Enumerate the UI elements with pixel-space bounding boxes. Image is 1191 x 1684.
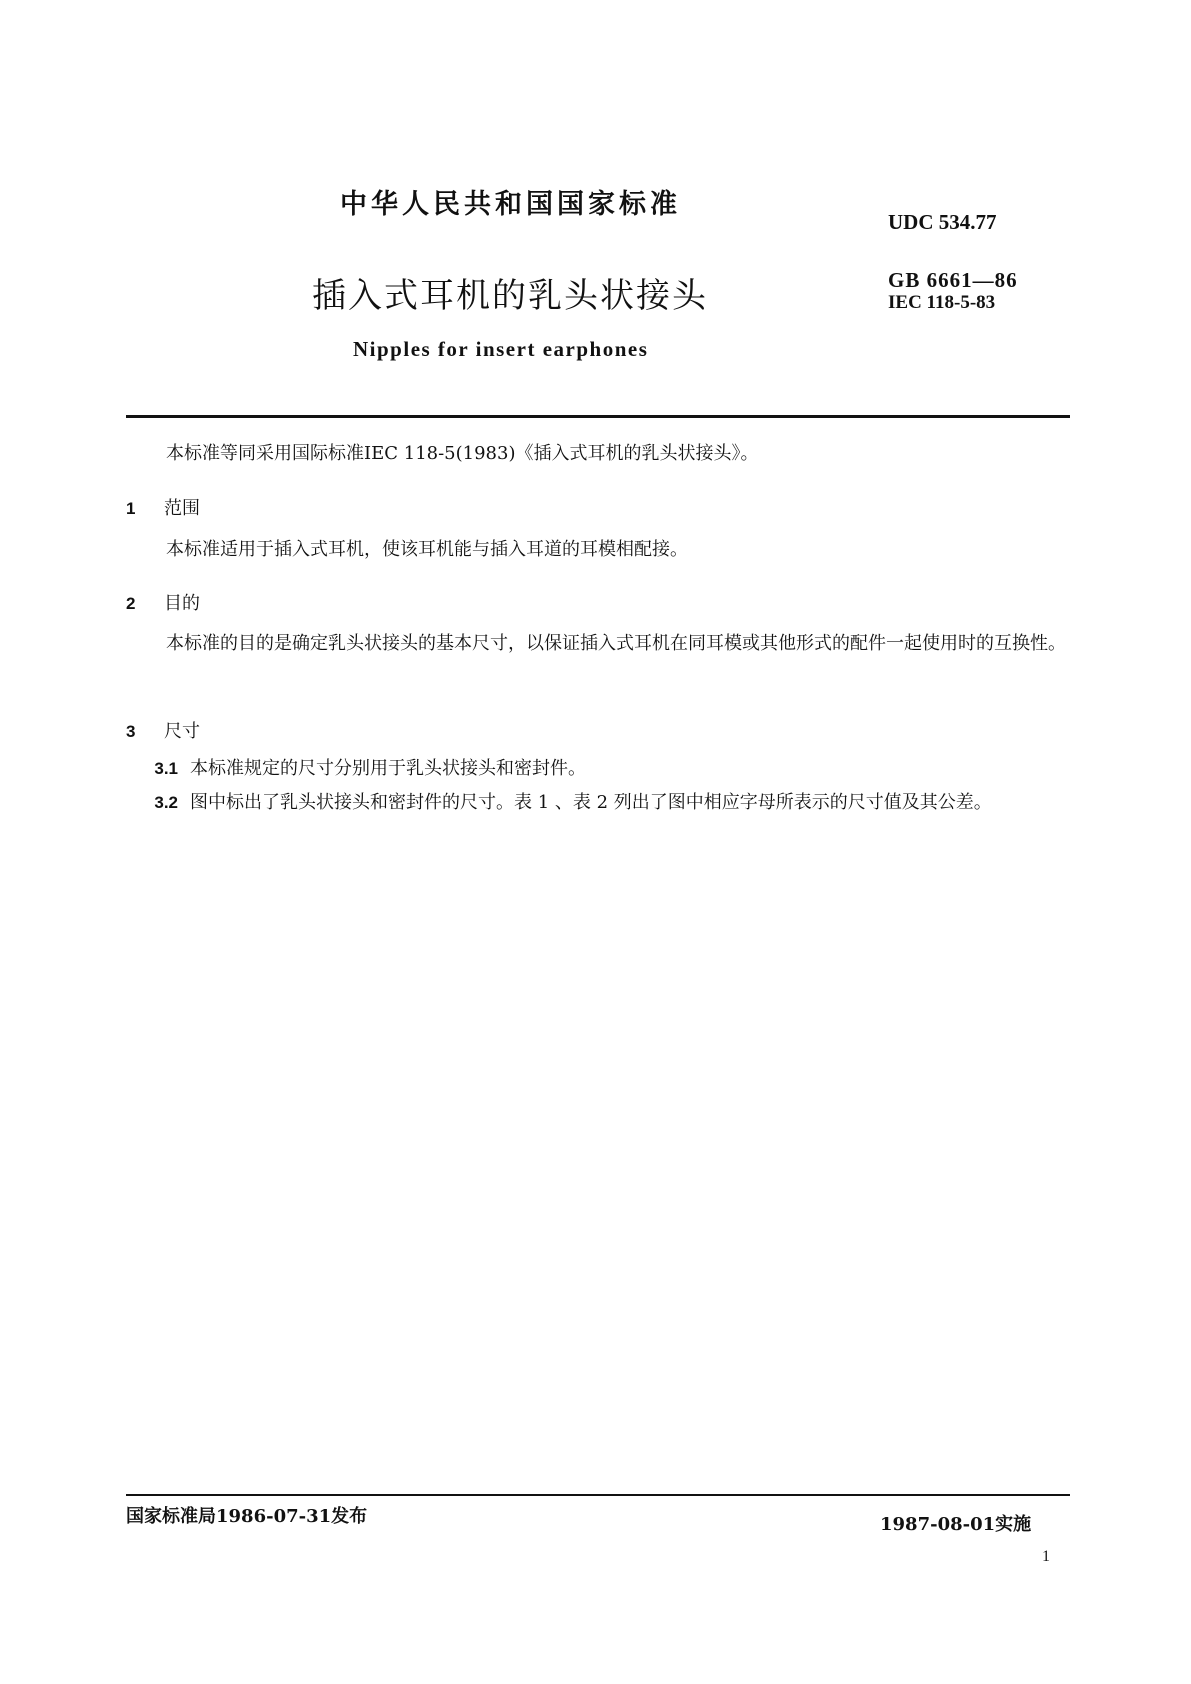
iec-standard-code: IEC 118-5-83 [888, 292, 996, 313]
header-divider [126, 415, 1070, 418]
intro-paragraph: 本标准等同采用国际标准IEC 118-5(1983)《插入式耳机的乳头状接头》。 [166, 443, 759, 464]
section-heading [126, 589, 200, 615]
section-title: 目的 [164, 593, 200, 614]
subsection-number: 3.1 [154, 759, 178, 778]
national-standard-title: 中华人民共和国国家标准 [340, 189, 681, 220]
subsection-paragraph [126, 786, 1070, 820]
section-number: 1 [126, 499, 136, 518]
section-number: 3 [126, 722, 136, 741]
section-paragraph: 本标准适用于插入式耳机，使该耳机能与插入耳道的耳模相配接。 [166, 539, 688, 560]
subsection-paragraph [126, 752, 1070, 786]
page-number: 1 [1042, 1548, 1050, 1565]
section-title: 尺寸 [164, 721, 200, 742]
subsection-number: 3.2 [154, 793, 178, 812]
section-heading [126, 717, 200, 743]
subsection-text: 图中标出了乳头状接头和密封件的尺寸。表 1 、表 2 列出了图中相应字母所表示的尺寸值及其公差。 [190, 792, 992, 813]
udc-code: UDC 534.77 [888, 210, 997, 234]
effective-date: 1987-08-01实施 [880, 1514, 1032, 1535]
issue-date: 国家标准局1986-07-31发布 [126, 1506, 368, 1527]
english-title: Nipples for insert earphones [353, 337, 649, 361]
section-paragraph: 本标准的目的是确定乳头状接头的基本尺寸，以保证插入式耳机在同耳模或其他形式的配件一起使用时的互换性。 [166, 633, 1066, 654]
section-title: 范围 [164, 498, 200, 519]
section-number: 2 [126, 594, 136, 613]
section-heading [126, 494, 200, 520]
footer-divider [126, 1494, 1070, 1496]
subsection-text: 本标准规定的尺寸分别用于乳头状接头和密封件。 [190, 758, 586, 779]
gb-standard-code: GB 6661—86 [888, 268, 1018, 292]
page-title: 插入式耳机的乳头状接头 [312, 276, 708, 316]
